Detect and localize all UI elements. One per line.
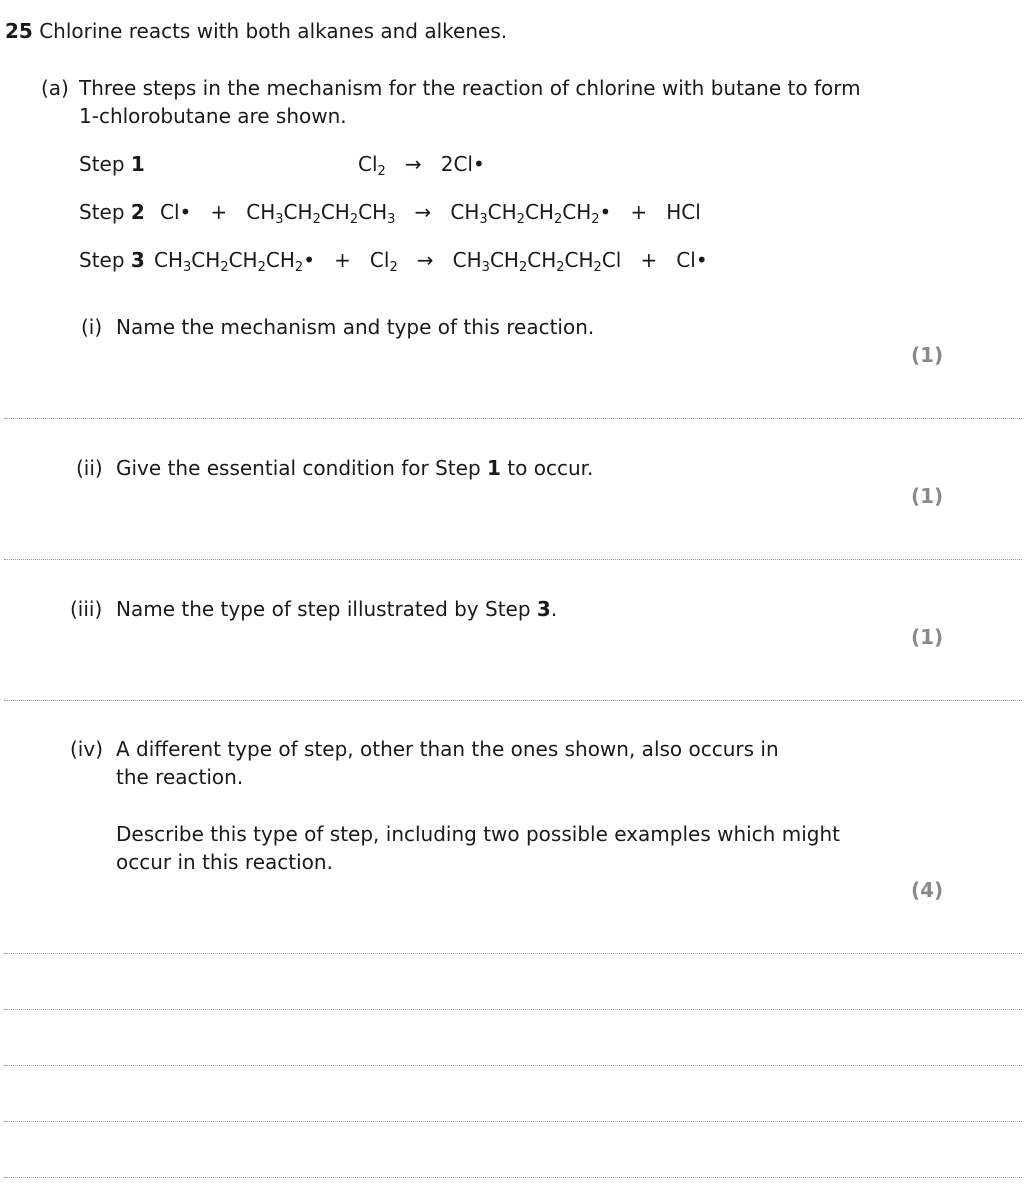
- part-a-intro-line2: 1-chlorobutane are shown.: [79, 104, 347, 128]
- answer-line-iv-5[interactable]: [4, 1177, 1022, 1178]
- sub-iv-marks: (4): [911, 878, 944, 902]
- step-3-equation: $CH_3CH_2CH_2CH_2•$ + $Cl_2$ → $CH_3CH_2CH_2CH_2Cl$ + Cl•: [154, 248, 708, 275]
- question-stem: Chlorine reacts with both alkanes and alkenes.: [39, 19, 508, 43]
- step-2-equation: Cl• + $CH_3CH_2CH_2CH_3$ → $CH_3CH_2CH_2CH_2•$ + HCl: [160, 200, 701, 227]
- sub-iv-line3: Describe this type of step, including two possible examples which might: [116, 822, 840, 846]
- reaction-arrow: →: [414, 200, 432, 224]
- question-header: [5, 19, 507, 43]
- sub-ii-text: Give the essential condition for Step 1 to occur.: [116, 456, 594, 480]
- sub-iv-line1: A different type of step, other than the ones shown, also occurs in: [116, 737, 779, 761]
- sub-ii-label: (ii): [76, 456, 103, 480]
- part-a-intro-line1: Three steps in the mechanism for the reaction of chlorine with butane to form: [79, 76, 861, 100]
- sub-i-label: (i): [81, 315, 103, 339]
- step-1-label: Step 1: [79, 152, 145, 176]
- answer-line-iv-1[interactable]: [4, 953, 1022, 954]
- answer-line-ii[interactable]: [4, 559, 1022, 560]
- sub-iii-marks: (1): [911, 625, 944, 649]
- sub-ii-marks: (1): [911, 484, 944, 508]
- step-1-equation: $Cl_2$ → 2Cl•: [358, 152, 485, 179]
- step-2-label: Step 2: [79, 200, 145, 224]
- answer-line-i[interactable]: [4, 418, 1022, 419]
- sub-i-marks: (1): [911, 343, 944, 367]
- sub-iv-line2: the reaction.: [116, 765, 244, 789]
- reaction-arrow: →: [416, 248, 434, 272]
- part-a-label: (a): [41, 76, 69, 100]
- sub-iv-label: (iv): [70, 737, 103, 761]
- sub-i-text: Name the mechanism and type of this reaction.: [116, 315, 595, 339]
- answer-line-iv-4[interactable]: [4, 1121, 1022, 1122]
- sub-iii-text: Name the type of step illustrated by Step 3.: [116, 597, 558, 621]
- answer-line-iv-2[interactable]: [4, 1009, 1022, 1010]
- answer-line-iv-3[interactable]: [4, 1065, 1022, 1066]
- sub-iii-label: (iii): [70, 597, 103, 621]
- question-number: 25: [5, 19, 33, 43]
- reaction-arrow: →: [404, 152, 422, 176]
- step-3-label: Step 3: [79, 248, 145, 272]
- sub-iv-line4: occur in this reaction.: [116, 850, 333, 874]
- answer-line-iii[interactable]: [4, 700, 1022, 701]
